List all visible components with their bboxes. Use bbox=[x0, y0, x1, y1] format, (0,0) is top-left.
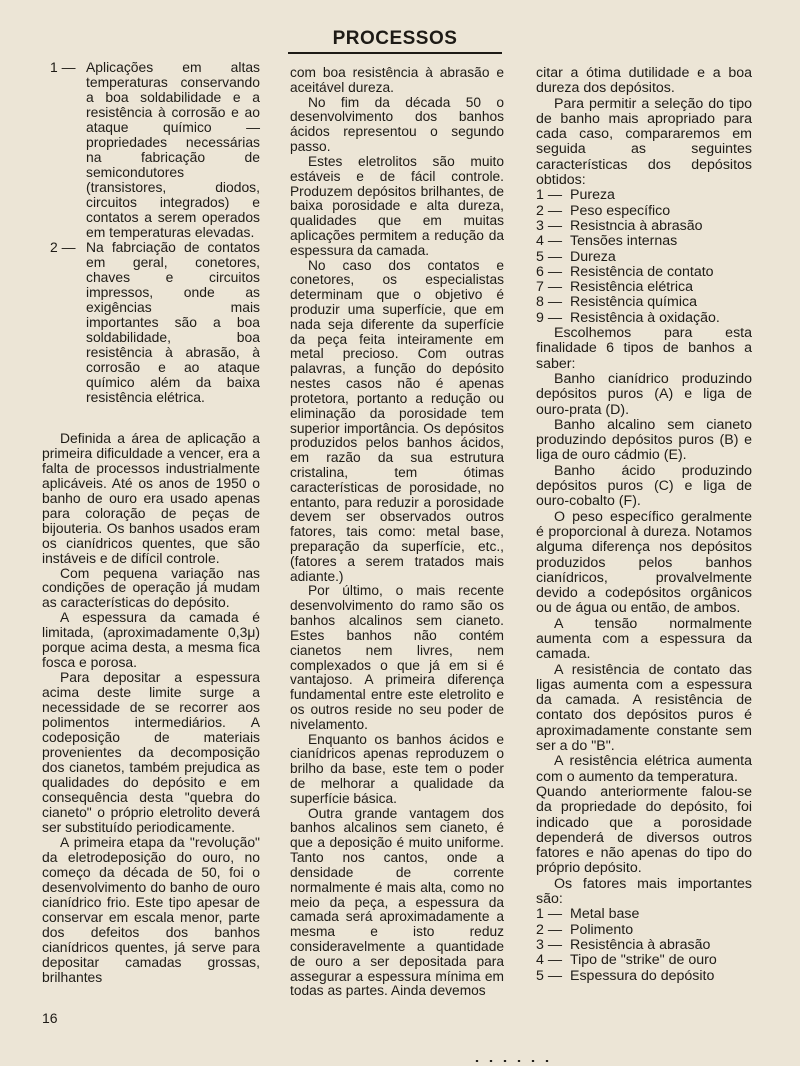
list-item bbox=[536, 219, 752, 234]
list-item bbox=[536, 250, 752, 265]
list-number: 3 — bbox=[536, 936, 563, 953]
paragraph: A tensão normalmente aumenta com a espessura da camada. bbox=[536, 615, 752, 663]
list-item bbox=[536, 204, 752, 219]
list-number: 1 — bbox=[536, 187, 563, 204]
item-number: 1 — bbox=[50, 59, 76, 75]
paragraph: Com pequena variação nas condições de operação já mudam as características do depósito. bbox=[42, 564, 260, 611]
list-number: 4 — bbox=[536, 233, 563, 250]
paragraph: Para permitir a seleção do tipo de banho mais apropriado para cada caso, compararemos em seguida as seguintes características dos depósitos obtidos: bbox=[536, 95, 752, 189]
list-number: 7 — bbox=[536, 279, 563, 296]
list-number: 5 — bbox=[536, 967, 563, 984]
paragraph: Escolhemos para esta finalidade 6 tipos de banhos a saber: bbox=[536, 325, 752, 372]
list-item bbox=[536, 188, 752, 203]
list-item bbox=[536, 311, 752, 326]
paragraph: Definida a área de aplicação a primeira dificuldade a vencer, era a falta de processos industrialmente aplicáveis. Até os anos de 1950 o banho de ouro era usado apenas para coloração de peças de bijouteria. Os banhos usados eram os cianídricos quentes, que são instáveis e de difícil controle. bbox=[42, 429, 260, 566]
paragraph: A primeira etapa da "revolução" da eletrodeposição do ouro, no começo da década de 50, foi o desenvolvimento do banho de ouro cianídrico frio. Este tipo apesar de conservar em escala menor, parte dos defeitos dos banhos cianídricos quentes, já serve para depositar camadas grossas, brilhantes bbox=[42, 834, 260, 986]
paragraph: O peso específico geralmente é proporcional à dureza. Notamos alguma diferença nos depósitos produzidos pelos banhos cianídricos, provalvelmente devido a codepósitos orgânicos ou de água ou então, de ambos. bbox=[536, 508, 752, 617]
list-text: Metal base bbox=[570, 906, 640, 923]
list-item bbox=[536, 969, 752, 984]
paragraph: Quando anteriormente falou-se da propriedade do depósito, foi indicado que a porosidade dependerá de diversos outros fatores e não apenas do tipo do próprio depósito. bbox=[536, 783, 752, 877]
paragraph: Os fatores mais importantes são: bbox=[536, 875, 752, 908]
section-header bbox=[288, 28, 502, 54]
numbered-item bbox=[42, 60, 260, 240]
paragraph: Outra grande vantagem dos banhos alcalinos sem cianeto, é que a deposição é muito uniforme. Tanto nos cantos, onde a densidade de corrente normalmente é mais alta, como no meio da peça, a espessura da camada será aproximadamente a mesma e isto reduz consideravelmente a quantidade de ouro a ser depositada para assegurar a espessura mínima em todas as partes. Ainda devemos bbox=[290, 805, 504, 999]
paragraph: Por último, o mais recente desenvolvimento do ramo são os banhos alcalinos sem cianeto. Estes banhos não contém cianetos nem livres, nem complexados o que já em si é vantajoso. A primeira diferença fundamental entre este eletrolito e os outros reside no seu poder de nivelamento. bbox=[290, 583, 504, 732]
list-number: 9 — bbox=[536, 309, 563, 326]
list-item bbox=[536, 280, 752, 295]
column-3 bbox=[536, 66, 752, 984]
list-number: 2 — bbox=[536, 202, 563, 219]
item-text: Na fabrciação de contatos em geral, conetores, chaves e circuitos impressos, onde as exigências mais importantes são a boa soldabilidade, boa resistência à abrasão, à corrosão e ao ataque químico além da baixa resistência elétrica. bbox=[86, 238, 260, 405]
list-number: 6 — bbox=[536, 263, 563, 280]
paragraph: No fim da década 50 o desenvolvimento dos banhos ácidos representou o segundo passo. bbox=[290, 94, 504, 155]
list-item bbox=[536, 923, 752, 938]
paragraph: citar a ótima dutilidade e a boa dureza dos depósitos. bbox=[536, 65, 752, 97]
paragraph: A espessura da camada é limitada, (aproximadamente 0,3μ) porque acima desta, a mesma fica fosca e porosa. bbox=[42, 609, 260, 671]
list-text: Resistência à oxidação. bbox=[570, 309, 720, 326]
paragraph: Banho alcalino sem cianeto produzindo depósitos puros (B) e liga de ouro cádmio (E). bbox=[536, 416, 752, 464]
bottom-dots bbox=[470, 1060, 550, 1062]
list-item bbox=[536, 953, 752, 968]
section-title: PROCESSOS bbox=[332, 28, 458, 49]
list-item bbox=[536, 265, 752, 280]
factors-list bbox=[536, 907, 752, 983]
list-number: 8 — bbox=[536, 294, 563, 311]
page-number: 16 bbox=[42, 1010, 58, 1026]
list-text: Resistência elétrica bbox=[570, 279, 694, 296]
list-number: 1 — bbox=[536, 906, 563, 923]
list-number: 4 — bbox=[536, 952, 563, 969]
list-text: Tipo de "strike" de ouro bbox=[570, 952, 717, 969]
list-item bbox=[536, 907, 752, 922]
list-text: Polimento bbox=[570, 921, 634, 938]
list-text: Peso específico bbox=[570, 202, 671, 219]
paragraph: A resistência elétrica aumenta com o aumento da temperatura. bbox=[536, 753, 752, 785]
list-item bbox=[536, 295, 752, 310]
paragraph: No caso dos contatos e conetores, os especialistas determinam que o objetivo é produzir uma superfície, que em nada seja diferente da superfície da peça feita inteiramente em metal precioso. Com outras palavras, a função do depósito nestes casos não é apenas protetora, portanto a redução ou eliminação da porosidade tem superior importância. Os depósitos produzidos pelos banhos ácidos, em razão da sua estrutura cristalina, tem ótimas características de porosidade, no entanto, para reduzir a porosidade devem ser observados outros fatores, tais como: metal base, preparação da superfície, etc., (fatores a serem tratados mais adiante.) bbox=[290, 257, 504, 584]
paragraph: Banho cianídrico produzindo depósitos puros (A) e liga de ouro-prata (D). bbox=[536, 370, 752, 418]
item-number: 2 — bbox=[50, 238, 76, 255]
list-text: Dureza bbox=[570, 248, 616, 265]
paragraph: com boa resistência à abrasão e aceitável dureza. bbox=[290, 65, 504, 95]
item-text: Aplicações em altas temperaturas conservando a boa soldabilidade e a resistência à corrosão e ao ataque químico — propriedades necessárias na fabricação de semicondutores (transistores, diodos, circuitos integrados) e contatos a serem operados em temperaturas elevadas. bbox=[86, 59, 260, 240]
list-number: 2 — bbox=[536, 921, 563, 938]
list-number: 5 — bbox=[536, 248, 563, 265]
list-text: Resistência química bbox=[570, 294, 697, 311]
list-text: Pureza bbox=[570, 187, 615, 204]
list-item bbox=[536, 234, 752, 249]
list-text: Tensões internas bbox=[570, 233, 678, 250]
list-number: 3 — bbox=[536, 217, 563, 234]
list-text: Resistência à abrasão bbox=[570, 936, 711, 953]
paragraph: A resistência de contato das ligas aumenta com a espessura da camada. A resistência de contato dos depósitos puros é aproximadamente constante sem ser a do "B". bbox=[536, 661, 752, 755]
list-text: Resistência de contato bbox=[570, 263, 714, 280]
paragraph: Estes eletrolitos são muito estáveis e de fácil controle. Produzem depósitos brilhantes, de baixa porosidade e alta dureza, qualidades que em muitas aplicações permitem a redução da espessura da camada. bbox=[290, 153, 504, 258]
list-text: Espessura do depósito bbox=[570, 967, 715, 984]
paragraph: Para depositar a espessura acima deste limite surge a necessidade de se recorrer aos polimentos intermediários. A codeposição de materiais provenientes da decomposição dos cianetos, também prejudica as qualidades do depósito e em consequência desta "quebra do cianeto" o próprio eletrolito deverá ser substituído periodicamente. bbox=[42, 669, 260, 836]
paragraph: Enquanto os banhos ácidos e cianídricos apenas reproduzem o brilho da base, este tem o poder de melhorar a qualidade da superfície básica. bbox=[290, 731, 504, 806]
column-1 bbox=[42, 60, 260, 985]
paragraph: Banho ácido produzindo depósitos puros (C) e liga de ouro-cobalto (F). bbox=[536, 462, 752, 510]
header-rule bbox=[288, 52, 502, 54]
numbered-item bbox=[42, 240, 260, 405]
list-item bbox=[536, 938, 752, 953]
characteristics-list bbox=[536, 188, 752, 326]
list-text: Resistncia à abrasão bbox=[570, 217, 703, 234]
column-2 bbox=[290, 66, 504, 999]
